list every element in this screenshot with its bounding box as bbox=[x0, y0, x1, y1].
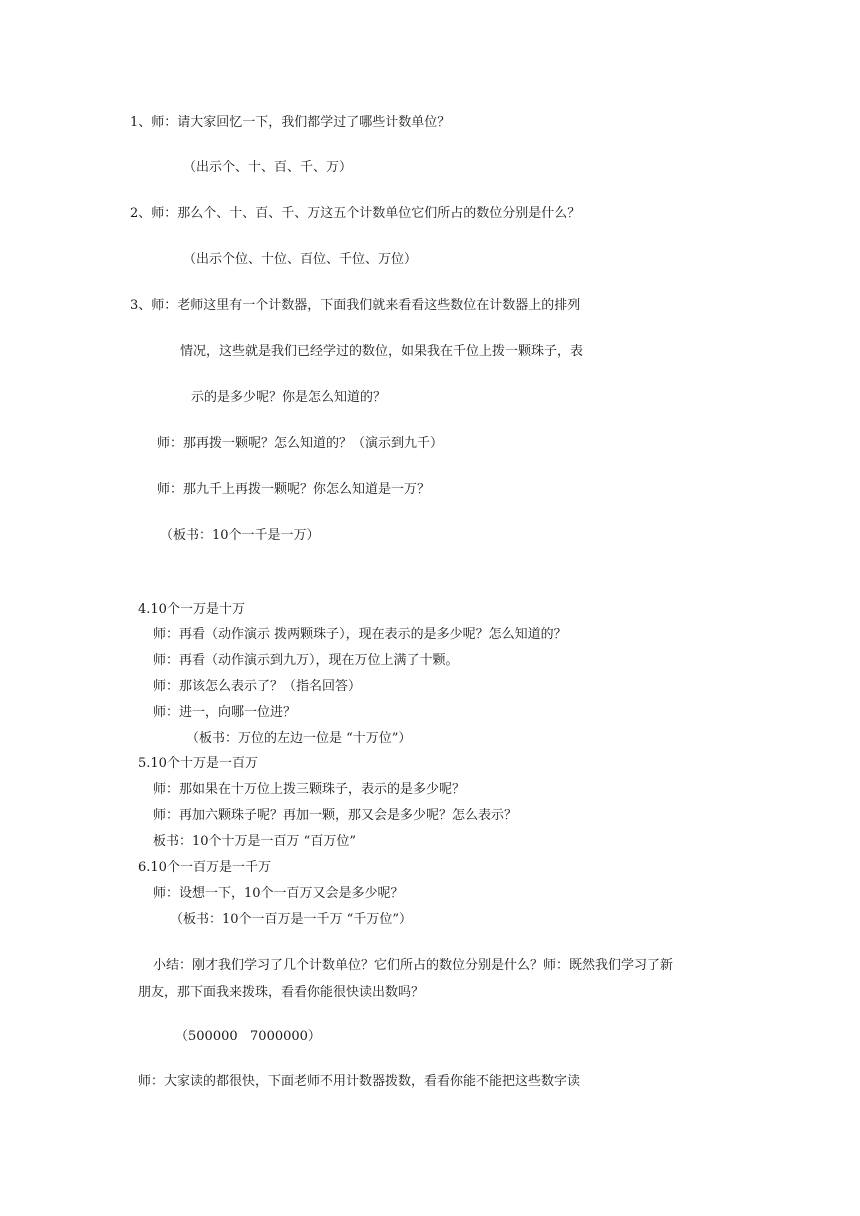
board-note-1: （板书：10个一千是一万） bbox=[160, 528, 320, 543]
final-teacher-line: 师：大家读的都很快，下面老师不用计数器拨数，看看你能不能把这些数字读 bbox=[138, 1074, 581, 1089]
section-4-teacher-2: 师：再看（动作演示到九万），现在万位上满了十颗。 bbox=[153, 653, 459, 668]
teacher-line-2: 师：那九千上再拨一颗呢？你怎么知道是一万？ bbox=[157, 482, 431, 497]
section-5-board: 板书：10个十万是一百万 “百万位” bbox=[153, 834, 356, 849]
question-3-line-1: 3、师：老师这里有一个计数器，下面我们就来看看这些数位在计数器上的排列 bbox=[130, 298, 581, 313]
section-4-teacher-3: 师：那该怎么表示了？（指名回答） bbox=[153, 679, 362, 694]
section-4-heading: 4.10个一万是十万 bbox=[138, 602, 245, 617]
summary-line-2: 朋友，那下面我来拨珠，看看你能很快读出数吗？ bbox=[138, 985, 425, 1000]
teacher-line-1: 师：那再拨一颗呢？怎么知道的？（演示到九千） bbox=[157, 436, 444, 451]
section-4-teacher-1: 师：再看（动作演示 拨两颗珠子），现在表示的是多少呢？怎么知道的？ bbox=[153, 627, 567, 642]
section-5-teacher-1: 师：那如果在十万位上拨三颗珠子，表示的是多少呢？ bbox=[153, 782, 466, 797]
question-1-display: （出示个、十、百、千、万） bbox=[183, 160, 353, 175]
section-5-heading: 5.10个十万是一百万 bbox=[138, 756, 258, 771]
section-6-board: （板书：10个一百万是一千万 “千万位”） bbox=[170, 912, 412, 927]
question-2-display: （出示个位、十位、百位、千位、万位） bbox=[183, 252, 418, 267]
number-examples: （500000 7000000） bbox=[175, 1029, 321, 1044]
section-4-board: （板书：万位的左边一位是 “十万位”） bbox=[186, 731, 412, 746]
question-1: 1、师：请大家回忆一下，我们都学过了哪些计数单位？ bbox=[130, 115, 451, 130]
section-6-teacher-1: 师：设想一下，10个一百万又会是多少呢？ bbox=[153, 886, 404, 901]
section-6-heading: 6.10个一百万是一千万 bbox=[138, 860, 271, 875]
section-5-teacher-2: 师：再加六颗珠子呢？再加一颗，那又会是多少呢？怎么表示？ bbox=[153, 808, 518, 823]
question-3-line-2: 情况，这些就是我们已经学过的数位，如果我在千位上拨一颗珠子，表 bbox=[180, 344, 584, 359]
question-3-line-3: 示的是多少呢？你是怎么知道的？ bbox=[191, 390, 387, 405]
question-2: 2、师：那么个、十、百、千、万这五个计数单位它们所占的数位分别是什么？ bbox=[130, 206, 581, 221]
summary-line-1: 小结：刚才我们学习了几个计数单位？它们所占的数位分别是什么？师：既然我们学习了新 bbox=[153, 958, 674, 973]
section-4-teacher-4: 师：进一，向哪一位进？ bbox=[153, 705, 297, 720]
